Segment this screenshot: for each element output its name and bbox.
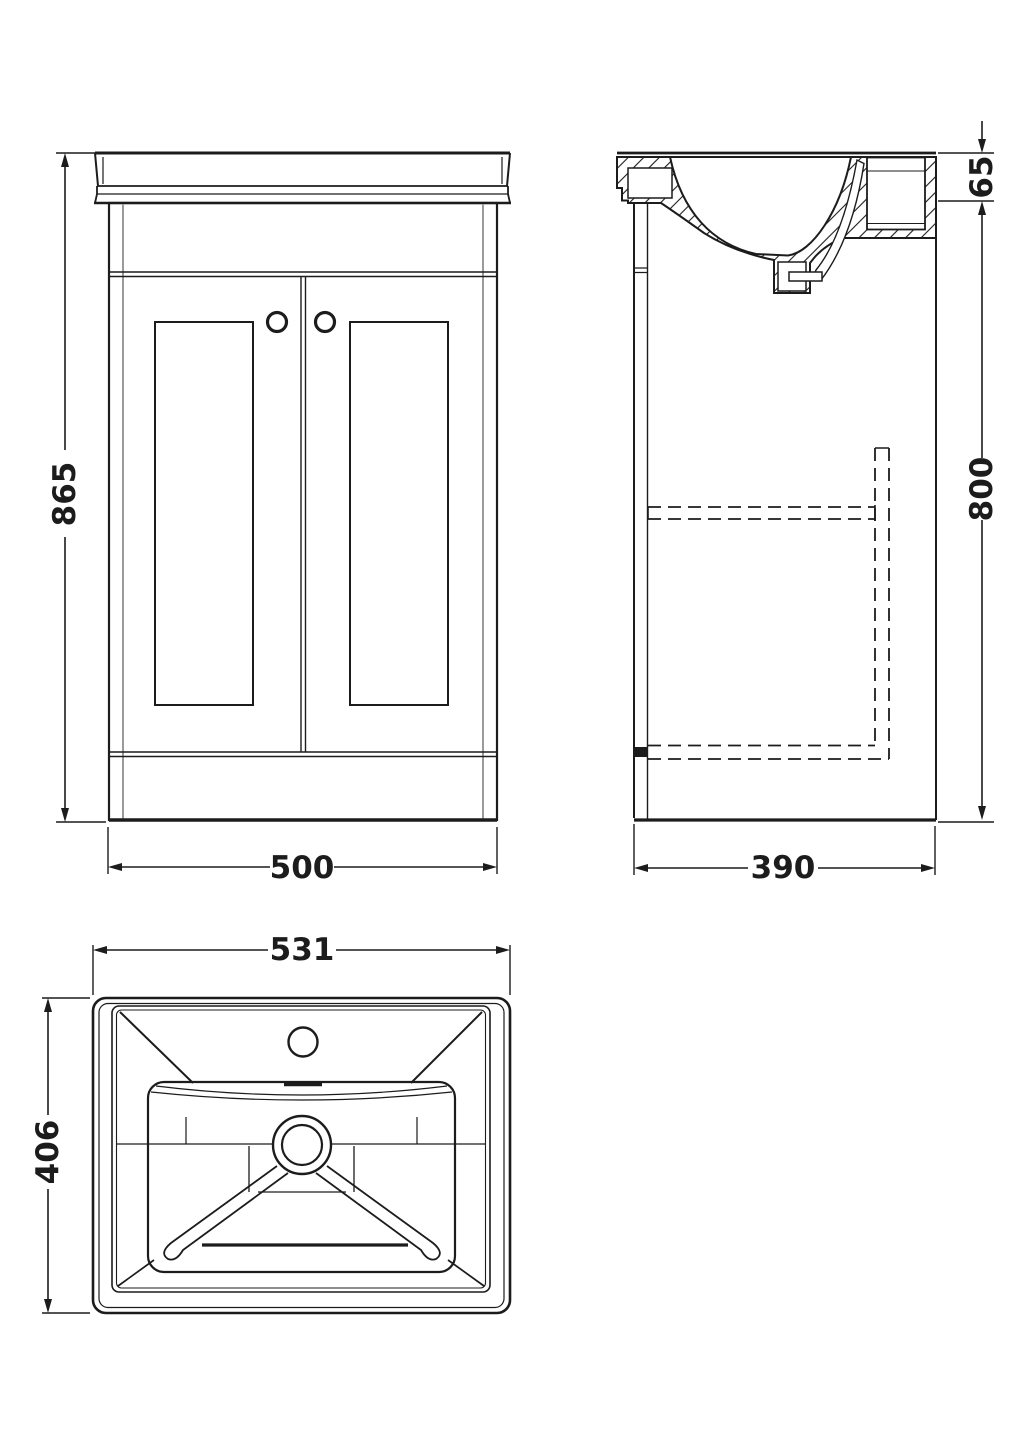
front-view	[47, 153, 511, 886]
front-height-label: 865	[47, 461, 83, 527]
arrowhead	[978, 806, 986, 820]
plinth-top-line	[109, 752, 497, 757]
side-height-dimension	[938, 215, 1000, 822]
left-door-panel	[155, 322, 253, 705]
drain-hole	[282, 1125, 322, 1165]
arrowhead	[93, 946, 107, 954]
basin-height-label: 65	[964, 155, 1000, 199]
arrowhead	[978, 139, 986, 153]
hidden-shelf-lines	[648, 448, 889, 759]
arrowhead	[44, 1299, 52, 1313]
side-basin-height-dimension	[938, 121, 1000, 215]
right-door-knob	[316, 313, 335, 332]
carcass-edge-lines	[123, 204, 483, 819]
arrowhead	[634, 864, 648, 872]
front-cabinet	[109, 203, 497, 820]
tap-deck-recess	[867, 158, 925, 230]
arrowhead	[61, 153, 69, 167]
side-depth-label: 390	[750, 850, 816, 886]
door-gap-line	[301, 276, 306, 752]
side-cabinet	[634, 203, 936, 820]
arrowhead	[44, 998, 52, 1012]
arrowhead	[496, 946, 510, 954]
front-height-dimension	[47, 153, 106, 822]
plan-width-dimension	[93, 932, 510, 995]
plan-depth-label: 406	[30, 1119, 66, 1185]
overflow-outlet	[789, 272, 822, 281]
front-width-dimension	[108, 827, 497, 886]
cabinet-outline	[109, 203, 497, 820]
side-basin-section	[617, 153, 936, 293]
tap-hole	[289, 1028, 318, 1057]
front-basin-top	[94, 153, 511, 203]
plan-depth-dimension	[30, 998, 90, 1313]
arrowhead	[61, 808, 69, 822]
side-depth-dimension	[634, 824, 935, 886]
plan-width-label: 531	[269, 932, 335, 968]
plan-view	[30, 932, 510, 1313]
front-width-label: 500	[269, 850, 335, 886]
rail-joint-line	[634, 268, 648, 273]
arrowhead	[483, 863, 497, 871]
front-rim-groove	[628, 168, 672, 198]
side-height-label: 800	[964, 456, 1000, 522]
door-bottom-edge-block	[634, 747, 648, 757]
top-rail-line	[109, 272, 497, 277]
arrowhead	[978, 201, 986, 215]
side-view	[617, 121, 1000, 886]
arrowhead	[108, 863, 122, 871]
right-door-panel	[350, 322, 448, 705]
bowl-rim-lip-arcs	[151, 1086, 452, 1100]
left-door-knob	[268, 313, 287, 332]
arrowhead	[921, 864, 935, 872]
